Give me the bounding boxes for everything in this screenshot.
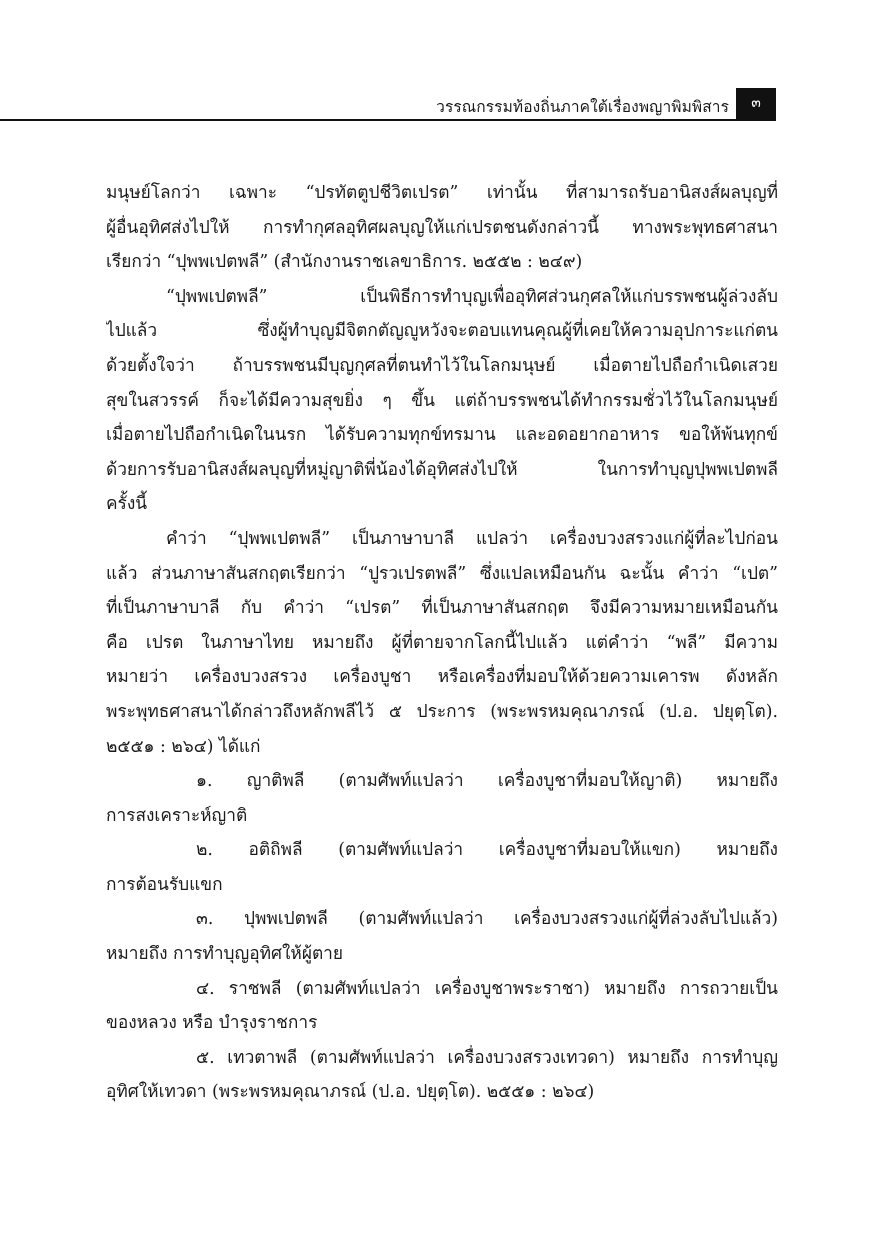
list-item: ๕. เทวตาพลี (ตามศัพท์แปลว่า เครื่องบวงสรวงเทวดา) หมายถึง การทำบุญ: [196, 1047, 778, 1068]
body-line: ๒๕๕๑ : ๒๖๔) ได้แก่: [106, 736, 261, 757]
running-header: [0, 88, 877, 124]
body-line: หมายว่า เครื่องบวงสรวง เครื่องบูชา หรือเครื่องที่มอบให้ด้วยความเคารพ ดังหลัก: [106, 667, 778, 688]
body-line: ด้วยตั้งใจว่า ถ้าบรรพชนมีบุญกุศลที่ตนทำไว้ในโลกมนุษย์ เมื่อตายไปถือกำเนิดเสวย: [106, 355, 778, 376]
body-line: ไปแล้ว ซึ่งผู้ทำบุญมีจิตกตัญญูหวังจะตอบแทนคุณผู้ที่เคยให้ความอุปการะแก่ตน: [106, 321, 778, 342]
body-line: ที่เป็นภาษาบาลี กับ คำว่า “เปรต” ที่เป็นภาษาสันสกฤต จึงมีความหมายเหมือนกัน: [106, 598, 778, 619]
body-line: เรียกว่า “ปุพพเปตพลี” (สำนักงานราชเลขาธิการ. ๒๕๕๒ : ๒๔๙): [106, 252, 583, 273]
body-line: การต้อนรับแขก: [106, 874, 223, 895]
body-line: คือ เปรต ในภาษาไทย หมายถึง ผู้ที่ตายจากโลกนี้ไปแล้ว แต่คำว่า “พลี” มีความ: [106, 632, 778, 653]
header-rule: [0, 119, 776, 121]
body-line: การสงเคราะห์ญาติ: [106, 805, 248, 826]
body-line: ผู้อื่นอุทิศส่งไปให้ การทำกุศลอุทิศผลบุญให้แก่เปรตชนดังกล่าวนี้ ทางพระพุทธศาสนา: [106, 217, 778, 238]
list-item: ๒. อติถิพลี (ตามศัพท์แปลว่า เครื่องบูชาที่มอบให้แขก) หมายถึง: [196, 840, 778, 861]
list-item: ๓. ปุพพเปตพลี (ตามศัพท์แปลว่า เครื่องบวงสรวงแก่ผู้ที่ล่วงลับไปแล้ว): [196, 909, 778, 930]
body-line: ด้วยการรับอานิสงส์ผลบุญที่หมู่ญาติพี่น้องได้อุทิศส่งไปให้ ในการทำบุญปุพพเปตพลี: [106, 459, 778, 480]
body-line: คำว่า “ปุพพเปตพลี” เป็นภาษาบาลี แปลว่า เครื่องบวงสรวงแก่ผู้ที่ละไปก่อน: [166, 528, 778, 549]
body-line: ของหลวง หรือ บำรุงราชการ: [106, 1013, 318, 1034]
page-number: ๓: [736, 88, 776, 119]
body-line: ครั้งนี้: [106, 494, 148, 515]
body-line: พระพุทธศาสนาได้กล่าวถึงหลักพลีไว้ ๕ ประการ (พระพรหมคุณาภรณ์ (ป.อ. ปยุตฺโต).: [106, 701, 778, 722]
body-line: สุขในสวรรค์ ก็จะได้มีความสุขยิ่ง ๆ ขึ้น แต่ถ้าบรรพชนได้ทำกรรมชั่วไว้ในโลกมนุษย์: [106, 390, 778, 411]
body-line: มนุษย์โลกว่า เฉพาะ “ปรทัตตูปชีวิตเปรต” เท่านั้น ที่สามารถรับอานิสงส์ผลบุญที่: [106, 183, 778, 203]
list-item: ๑. ญาติพลี (ตามศัพท์แปลว่า เครื่องบูชาที่มอบให้ญาติ) หมายถึง: [196, 771, 778, 792]
page-body: [106, 176, 778, 1110]
body-line: อุทิศให้เทวดา (พระพรหมคุณาภรณ์ (ป.อ. ปยุตฺโต). ๒๕๕๑ : ๒๖๔): [106, 1082, 595, 1103]
body-line: แล้ว ส่วนภาษาสันสกฤตเรียกว่า “ปูรวเปรตพลี” ซึ่งแปลเหมือนกัน ฉะนั้น คำว่า “เปต”: [106, 563, 778, 584]
header-title: วรรณกรรมท้องถิ่นภาคใต้เรื่องพญาพิมพิสาร: [436, 98, 729, 116]
body-line: เมื่อตายไปถือกำเนิดในนรก ได้รับความทุกข์ทรมาน และอดอยากอาหาร ขอให้พ้นทุกข์: [106, 425, 778, 446]
body-line: หมายถึง การทำบุญอุทิศให้ผู้ตาย: [106, 944, 343, 965]
body-line: “ปุพพเปตพลี” เป็นพิธีการทำบุญเพื่ออุทิศส่วนกุศลให้แก่บรรพชนผู้ล่วงลับ: [166, 286, 778, 307]
list-item: ๔. ราชพลี (ตามศัพท์แปลว่า เครื่องบูชาพระราชา) หมายถึง การถวายเป็น: [196, 978, 778, 999]
